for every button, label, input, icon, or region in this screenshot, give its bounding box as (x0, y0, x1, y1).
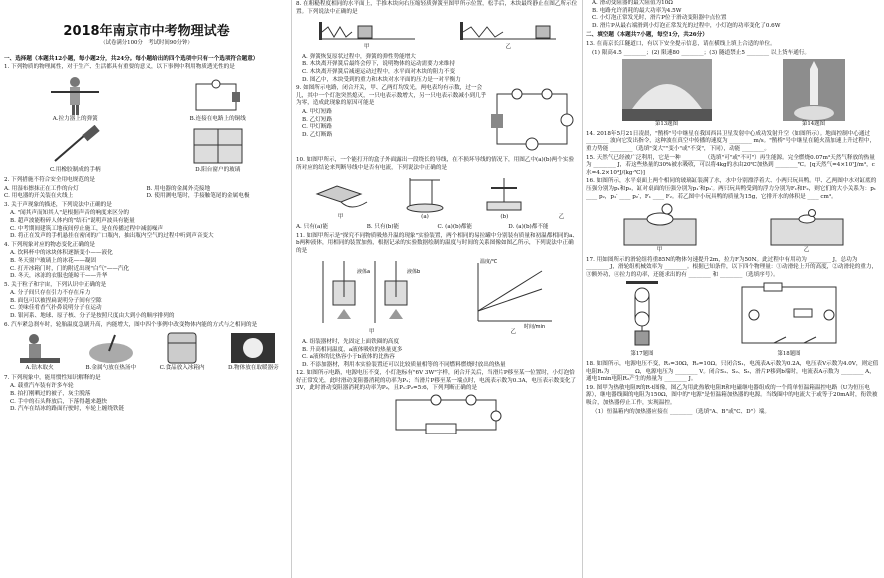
column-2 (296, 0, 579, 578)
column-3 (586, 0, 880, 578)
tunnel-photo (622, 59, 712, 121)
q3-opt-d: D. 将正在发声的手机悬挂在密闭的广口瓶内，抽出瓶内空气的过程中听到声音变大 (10, 233, 214, 240)
question-10: 10. 如图甲所示，一个能打开的盒子外面露出一段绕长的导线，在不损坏导线的情况下，用图乙中(a)(b)两个实验所对应的结论来判断导线中是否有电流，下列说法中正确的是 (296, 157, 575, 171)
q4-opt-d: D. 冬天，冰冻的衣服也能晾干——升华 (10, 273, 108, 280)
q10-label-jia: 甲 (337, 214, 344, 221)
question-3: 3. 关于声现象的描述，下列说法中正确的是 (4, 201, 112, 208)
q5-opt-c: C. 美味佳肴香气扑鼻说明分子在运动 (10, 305, 102, 312)
q18-circuit-diagram (734, 281, 844, 351)
q1-fig-b (188, 74, 248, 124)
q7-opt-d: D. 汽车在结冰的路面行驶时，车轮上缠绕铁链 (10, 406, 125, 413)
q17-q18-figures (586, 281, 880, 359)
q4-opt-b: B. 冬天窗户玻璃上的冰花——凝固 (10, 257, 96, 264)
q16-label-yi: 乙 (803, 247, 810, 254)
q1-figures (4, 74, 289, 124)
q12-opt-b: B. 电路允许消耗的最大功率为4.5W (592, 7, 682, 14)
q10-fig-jia (311, 174, 371, 222)
duck-tank-small (767, 203, 847, 247)
q9-opt-c: C. 甲灯断路 (302, 124, 333, 131)
q19-part-1: （1）恒温箱内的加热器应接在 ________（选填"A、B"或"C、D"）端。 (592, 408, 770, 415)
q8-fig-jia (317, 18, 417, 52)
q13-blanks: (1) 限高4.5 ________；(2) 限速80 ________；(3) 隧道禁止5 ________ 以上货车通行。 (592, 49, 811, 56)
question-15: 15. 天然气已经被广泛利用，它是一种 ________（选填"可"或"不可"）再生能源。完全燃烧0.07m³天然气释放的热量为 ________ J，若这些热量的30%被水吸收，可以将4kg的水由20℃加热到 ________℃。[q天然气=4×10⁷J/m³，c水=4.2×10³J/(kg·℃)] (586, 154, 875, 176)
q7-opt-c: C. 手中的石头释放后，下落得越来越快 (10, 398, 108, 405)
q10-label-b: (b) (500, 214, 509, 221)
q6-opt-a: A.钻木取火 (25, 365, 54, 372)
q10-fig-a (400, 174, 450, 222)
q5-opt-b: B. 面包可以被捏扁说明分子间有空隙 (10, 297, 102, 304)
q13-q14-figures (586, 59, 880, 129)
section-1-heading: 一、选择题（本题共12小题，每小题2分，共24分。每小题给出的四个选项中只有一个选项符合题意） (4, 55, 259, 62)
question-1: 1. 下列物质的物理属性，对于生产、生活都具有重要的意义，以下事例中利用物质透光性的是 (4, 64, 235, 71)
q8-fig-yi (458, 18, 558, 52)
question-2: 2. 下列措施不符合安全用电规范的是 (4, 176, 96, 183)
question-5: 5. 关于粒子和宇宙，下列认识中正确的是 (4, 281, 107, 288)
circuit-wire-illustration (188, 74, 248, 116)
question-9: 9. 如图所示电路，闭合开关，甲、乙两灯均发光，两电表均有示数，过一会儿，其中一个灯泡突然熄灭，一只电表示数增大，另一只电表示数减小到几乎为零，造成此现象的原因可能是 (296, 85, 487, 107)
q1-fig-d (188, 125, 248, 175)
q11-label-jia: 甲 (368, 329, 375, 336)
q13-figure (622, 59, 712, 129)
heater-illustration (227, 331, 279, 365)
q4-opt-a: A. 饮料杯中的冰块体积逐渐变小——液化 (10, 250, 113, 257)
question-13: 13. 在南京长江隧道口，有以下安全提示信息，请在横线上填上合适的单位。 (586, 40, 776, 47)
q3-opt-b: B. 超声波能粉碎人体内的"结石"说明声波具有能量 (10, 217, 135, 224)
q17-figure (622, 281, 662, 359)
q11-label-yi: 乙 (510, 329, 517, 336)
q2-opt-b: B. 用电器的金属外壳接地 (146, 185, 211, 192)
q9-opt-d: D. 乙灯断路 (302, 131, 333, 138)
q10-figures (296, 174, 579, 222)
q6-opt-c: C.食品放入冰箱内 (159, 365, 205, 372)
q9-text (296, 84, 487, 156)
temperature-time-graph (468, 257, 558, 329)
q10-label-a: (a) (421, 214, 429, 221)
duck-tank-big (620, 203, 700, 247)
q11-opt-a: A. 组装器材时，先固定上面铁圈的高度 (302, 338, 400, 345)
q9-block (296, 84, 579, 156)
question-17: 17. 用如图所示的滑轮组将重85N的物体匀速提升2m，拉力F为50N。此过程中有用功为 ________ J，总功为 ________ J，滑轮组机械效率为 ________。根据已知条件，以下四个物理量：①动滑轮上升的高度，②动滑轮的重力，③额外功，④拉力的功率，还能求出的有 ________ 和 ________（选填序号）。 (586, 256, 878, 278)
q10-fig-b (479, 174, 529, 222)
question-18: 18. 如图所示，电源电压不变，R₁=30Ω，R₂=10Ω。只闭合S₁，电流表A示数为0.2A，电压表V示数为4.0V，则定值电阻R₁为 ________ Ω，电源电压为 ________ V。闭合S₁、S₂、S₃，滑片P移到b端时，电流表A示数为 ________ A，通电1min电阻R₂产生的热量为 ________ J。 (586, 361, 879, 383)
question-19: 19. 图甲为热敏电阻R的R-t图像，图乙为用此热敏电阻R和电磁继电器组成的一个简单恒温箱温控电路（U为恒压电源），继电器线圈的电阻为150Ω，图中的"电源"是恒温箱加热器的电源。当线圈中的电流大于或等于20mA时，衔铁被吸合，加热器停止工作，实现温控。 (586, 384, 878, 407)
q10-opt-a: A. 只有(a)能 (296, 223, 329, 230)
axis-label-temperature: 温度/℃ (480, 259, 498, 266)
section-2-heading: 二、填空题（本题共7小题，每空1分，共26分） (586, 32, 708, 39)
spring-block-diagram (317, 18, 417, 44)
label-liquid-a: 液体a (356, 269, 370, 276)
balcony-window-illustration (188, 125, 248, 167)
q13-figure-caption: 第13题图 (654, 121, 679, 128)
screwdriver-handle-illustration (45, 125, 105, 167)
q1-fig-a (45, 74, 105, 124)
question-8: 8. 在粗糙程度相同的水平面上，手推木块向右压缩轻质弹簧至图甲所示位置，松手后，木块最终静止在图乙所示位置。下列说法中正确的是 (296, 1, 578, 15)
compass-experiment (400, 174, 450, 214)
q6-opt-b: B.金属勺放在热汤中 (85, 365, 137, 372)
q2-opt-d: D. 使用测电笔时，手接触笔尾的金属电极 (146, 193, 250, 200)
q7-opt-a: A. 载重汽车装有许多车轮 (10, 383, 74, 390)
column-divider (291, 0, 292, 578)
q11-fig-yi (468, 257, 558, 337)
q7-opt-b: B. 拍打刚晒过的被子，灰尘脱落 (10, 391, 91, 398)
question-4: 4. 下列现象对应的物态变化正确的是 (4, 241, 96, 248)
q2-options-2 (4, 193, 289, 201)
heating-apparatus-diagram (317, 257, 427, 329)
column-1 (4, 0, 289, 578)
label-liquid-b: 液体b (406, 269, 420, 276)
box-with-wire (311, 174, 371, 214)
q11-figures (296, 257, 579, 337)
question-11: 11. 如图甲所示是"探究不同物质吸热升温的现象"实验装置，两个相同的易拉罐中分别装有质量和初温都相同的a、b两种液体，用相同的装置加热，根据记录的实验数据绘制的温度与时间的关系图像如图乙所示，下列说法中正确的是 (296, 232, 579, 254)
q14-figure-caption: 第14题图 (801, 121, 826, 128)
spring-exerciser-illustration (45, 74, 105, 116)
q11-opt-d: D. 不添加器材，利用本实验装置还可以比较质量相等的不同燃料燃烧时放出的热量 (302, 361, 506, 368)
q14-figure (783, 59, 845, 129)
q11-opt-b: B. 升高相同温度，a液体吸收的热量更多 (302, 346, 403, 353)
q10-opt-c: C. (a)(b)都能 (437, 223, 472, 230)
q11-opt-c: C. a液体的比热容小于b液体的比热容 (302, 354, 395, 361)
spring-block-diagram-2 (458, 18, 558, 44)
question-12: 12. 如图所示电路，电源电压不变，小灯泡标有"6V 3W"字样，闭合开关后，当滑片P移至某一位置时，小灯泡恰好正常发光，此时滑动变阻器消耗的功率为P₁；当滑片P移至某一端点时，电流表示数为0.3A，电压表示数变化了3V，此时滑动变阻器消耗的功率为P₂，且P₁:P₂=5:6，下列判断正确的是 (296, 370, 577, 392)
q16-fig-jia (620, 203, 700, 255)
fridge-illustration (156, 331, 208, 365)
q4-opt-c: C. 打开冰箱门时，门的附近出现"白气"——汽化 (10, 265, 130, 272)
q5-opt-d: D. 银河系、地球、原子核、分子是按照尺度由大到小的顺序排列的 (10, 313, 175, 320)
q2-opt-a: A. 用湿布擦抹正在工作的台灯 (4, 185, 79, 192)
q1-opt-a: A.拉力器上的弹簧 (52, 115, 98, 122)
q16-fig-yi (767, 203, 847, 255)
q3-opt-a: A. "闻其声而知其人"是根据声音的响度来区分的 (10, 210, 130, 217)
q18-figure-caption: 第18题图 (777, 351, 801, 358)
q9-opt-a: A. 甲灯短路 (302, 108, 332, 115)
pulley-system-diagram (622, 281, 662, 351)
column-divider (582, 0, 583, 578)
q10-label-yi: 乙 (558, 214, 565, 221)
q1-opt-c: C.用橡胶制成的手柄 (49, 167, 101, 174)
q1-opt-b: B.连接在电路上的铜线 (189, 115, 246, 122)
q8-opt-d: D. 图乙中，木块受到的重力和木块对水平面的压力是一对平衡力 (302, 76, 461, 83)
q18-figure (734, 281, 844, 359)
q6-fig-b (85, 331, 137, 373)
q5-opt-a: A. 分子间只存在引力不存在斥力 (10, 290, 91, 297)
question-14: 14. 2018年5月21日凌晨，"鹊桥"号中继星在我国西昌卫星发射中心成功发射升空（如图所示）。地面控制中心通过 ________ 波向它发出指令，这种波在真空中传播的速度为 ________ m/s。"鹊桥"号中继星在随火箭加速上升过程中，重力势能 ________（选填"变大""变小"或"不变"，下同），动能 ________。 (586, 130, 876, 152)
axis-label-time: 时间/min (524, 324, 546, 330)
q8-opt-b: B. 木块离开弹簧后最终会停下，说明物体的运动需要力来维持 (302, 61, 456, 68)
q12-opt-a: A. 滑动变阻器的最大阻值为10Ω (592, 0, 673, 6)
q2-opt-c: C. 用电器的开关装在火线上 (4, 193, 74, 200)
q6-fig-d (227, 331, 279, 373)
q1-figures-2 (4, 125, 289, 175)
drill-wood-illustration (14, 331, 66, 365)
q6-fig-a (14, 331, 66, 373)
q6-figures (4, 331, 289, 373)
q12-opt-d: D. 滑片P从最右端滑到小灯泡正常发光的过程中，小灯泡的功率变化了0.6W (592, 22, 781, 29)
q8-label-yi: 乙 (505, 44, 512, 51)
q12-circuit-diagram (386, 394, 506, 434)
question-16: 16. 如图所示，水平桌面上两个相同的玻璃缸装满了水，水中分别漂浮着大、小两只玩具鸭。甲、乙两图中水对缸底的压强分别为p₁和p₂，缸对桌面的压强分别为p₁′和p₂′。两只玩具鸭受到的浮力分别为F₁和F₂，则它们的大小关系为：p₁ ____ p₂，p₁′ ____ p₂′，F₁ ____ F₂。若乙图中小玩具鸭的质量为15g，它排开水的体积是 ____ cm³。 (586, 178, 877, 200)
q9-circuit-diagram (487, 84, 579, 156)
q10-opt-d: D. (a)(b)都不能 (508, 223, 549, 230)
q17-figure-caption: 第17题图 (630, 351, 654, 358)
q6-fig-c (156, 331, 208, 373)
q10-opt-b: B. 只有(b)能 (366, 223, 400, 230)
q8-label-jia: 甲 (363, 44, 370, 51)
q8-opt-a: A. 弹簧恢复原状过程中，弹簧的弹性势能增大 (302, 53, 416, 60)
q8-opt-c: C. 木块离开弹簧后减速运动过程中，水平面对木块的阻力不变 (302, 68, 456, 75)
spoon-in-soup-illustration (85, 331, 137, 365)
rocket-launch-photo (783, 59, 845, 121)
page-subtitle: （试卷满分100分 考试时间90分钟） (100, 40, 193, 46)
q16-figures (586, 203, 880, 255)
question-7: 7. 下列现象中，能用惯性知识解释的是 (4, 374, 101, 381)
q9-opt-b: B. 乙灯短路 (302, 116, 333, 123)
q6-opt-d: D.物体放在取暖器旁 (227, 365, 279, 372)
q11-fig-jia (317, 257, 427, 337)
q10-options (296, 224, 579, 232)
q16-label-jia: 甲 (656, 247, 663, 254)
q1-fig-c (45, 125, 105, 175)
q8-figures (296, 18, 579, 52)
q3-opt-c: C. 中考期间建筑工地夜间停止施工，是在传播过程中减弱噪声 (10, 225, 164, 232)
question-6: 6. 汽车紧急刹车时，轮胎温度急剧升高，内能增大，图中四个事例中改变物体内能的方式与之相同的是 (4, 321, 258, 328)
page-title: 2018年南京市中考物理试卷 (63, 24, 230, 39)
magnetic-needle-experiment (479, 174, 529, 214)
q12-opt-c: C. 小灯泡正常发光时，滑片P位于滑动变阻器中点位置 (592, 15, 727, 22)
q1-opt-d: D.阳台窗户的玻璃 (195, 167, 241, 174)
